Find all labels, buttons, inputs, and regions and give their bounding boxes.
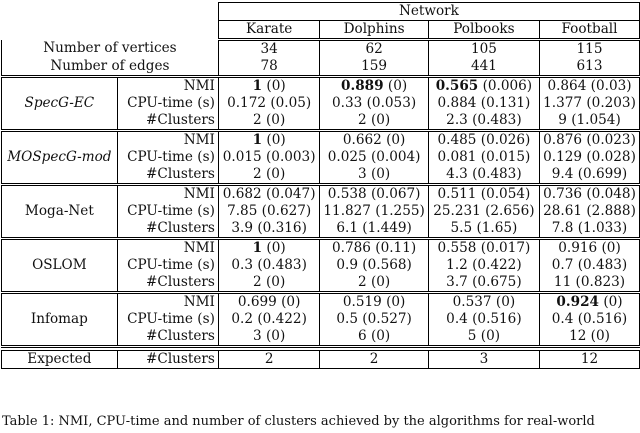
value-text: 0.025 (0.004)	[327, 149, 421, 165]
metric-label: NMI	[117, 239, 218, 258]
network-name-polbooks: Polbooks	[428, 21, 539, 40]
header-row-network	[2, 3, 640, 21]
value-cell	[218, 77, 320, 96]
value-text: 0.558 (0.017)	[437, 240, 531, 256]
value-cell	[428, 95, 539, 112]
value-cell	[320, 274, 428, 293]
best-value: 0.924	[556, 294, 599, 310]
metric-label: NMI	[117, 77, 218, 96]
metric-label: CPU-time (s)	[117, 95, 218, 112]
value-cell	[540, 166, 640, 185]
metric-label: #Clusters	[117, 220, 218, 239]
value-text: 0.485 (0.026)	[437, 132, 531, 148]
value-text: 0.682 (0.047)	[222, 186, 316, 202]
value-cell	[320, 166, 428, 185]
value-cell	[320, 185, 428, 204]
table-caption: Table 1: NMI, CPU-time and number of clusters achieved by the algorithms for real-world	[2, 414, 595, 429]
method-row	[2, 131, 640, 150]
value-text: 2 (0)	[253, 112, 286, 128]
value-cell	[218, 257, 320, 274]
metric-label: CPU-time (s)	[117, 311, 218, 328]
value-text: 0.537 (0)	[452, 294, 516, 310]
value-cell	[540, 131, 640, 150]
value-text: 0.538 (0.067)	[327, 186, 421, 202]
value-cell	[428, 166, 539, 185]
metric-label: NMI	[117, 131, 218, 150]
expected-label: Expected	[2, 351, 118, 369]
value-cell	[320, 257, 428, 274]
value-cell	[320, 77, 428, 96]
vertices-value: 34	[218, 40, 320, 59]
value-text: 9 (1.054)	[558, 112, 621, 128]
expected-value: 12	[540, 351, 640, 369]
value-text: 6 (0)	[357, 328, 391, 344]
best-value: 1	[252, 240, 263, 256]
method-name: Infomap	[2, 293, 118, 347]
metric-label: NMI	[117, 185, 218, 204]
metric-label: NMI	[117, 293, 218, 312]
value-cell	[320, 95, 428, 112]
value-cell	[540, 239, 640, 258]
value-cell	[428, 220, 539, 239]
value-text: (0)	[599, 294, 623, 310]
value-text: (0.006)	[478, 78, 533, 94]
expected-value: 3	[428, 351, 539, 369]
value-cell	[218, 293, 320, 312]
method-name: OSLOM	[2, 239, 118, 293]
value-cell	[428, 203, 539, 220]
value-text: 0.786 (0.11)	[332, 240, 417, 256]
value-text: 5 (0)	[467, 328, 501, 344]
value-cell	[428, 311, 539, 328]
value-text: 2 (0)	[357, 112, 391, 128]
value-cell	[540, 328, 640, 347]
value-text: 5.5 (1.65)	[450, 220, 518, 236]
value-text: 4.3 (0.483)	[446, 166, 522, 182]
value-cell	[218, 203, 320, 220]
best-value: 0.565	[435, 78, 479, 94]
value-cell	[428, 293, 539, 312]
value-text: 1.2 (0.422)	[446, 257, 522, 273]
method-row	[2, 185, 640, 204]
value-cell	[540, 112, 640, 131]
value-text: 6.1 (1.449)	[336, 220, 412, 236]
method-row	[2, 293, 640, 312]
value-text: 25.231 (2.656)	[433, 203, 535, 219]
header-row-names	[2, 21, 640, 40]
metric-label: #Clusters	[117, 328, 218, 347]
value-text: 1.377 (0.203)	[543, 95, 636, 111]
value-text: 0.511 (0.054)	[437, 186, 531, 202]
value-text: 0.2 (0.422)	[231, 311, 307, 327]
network-name-karate: Karate	[218, 21, 320, 40]
value-cell	[320, 149, 428, 166]
expected-value: 2	[320, 351, 428, 369]
value-cell	[218, 328, 320, 347]
value-cell	[320, 131, 428, 150]
value-cell	[218, 239, 320, 258]
value-cell	[428, 274, 539, 293]
value-cell	[218, 131, 320, 150]
value-text: 0.699 (0)	[237, 294, 301, 310]
value-cell	[540, 274, 640, 293]
value-cell	[540, 311, 640, 328]
best-value: 1	[252, 132, 263, 148]
method-name: Moga-Net	[2, 185, 118, 239]
network-header: Network	[218, 3, 639, 21]
value-text: 2 (0)	[253, 274, 286, 290]
value-cell	[428, 131, 539, 150]
value-text: 0.4 (0.516)	[551, 311, 628, 327]
value-cell	[428, 149, 539, 166]
method-row	[2, 77, 640, 96]
value-cell	[320, 293, 428, 312]
edges-label: Number of edges	[2, 58, 219, 77]
vertices-row	[2, 40, 640, 59]
value-text: 11 (0.823)	[553, 274, 626, 290]
value-cell	[320, 328, 428, 347]
value-text: 28.61 (2.888)	[543, 203, 636, 219]
value-text: 3 (0)	[253, 328, 286, 344]
method-name: SpecG-EC	[2, 77, 118, 131]
value-cell	[320, 220, 428, 239]
vertices-label: Number of vertices	[2, 40, 219, 59]
value-text: 0.33 (0.053)	[332, 95, 417, 111]
expected-metric: #Clusters	[117, 351, 218, 369]
value-text: 0.884 (0.131)	[437, 95, 531, 111]
value-text: 0.015 (0.003)	[222, 149, 316, 165]
value-text: 0.876 (0.023)	[543, 132, 636, 148]
best-value: 0.889	[341, 78, 384, 94]
vertices-value: 62	[320, 40, 428, 59]
edges-value: 441	[428, 58, 539, 77]
value-text: 12 (0)	[569, 328, 610, 344]
value-text: 0.662 (0)	[342, 132, 406, 148]
value-text: 0.3 (0.483)	[231, 257, 307, 273]
value-text: (0)	[383, 78, 408, 94]
value-cell	[320, 239, 428, 258]
edges-value: 613	[540, 58, 640, 77]
value-cell	[320, 203, 428, 220]
vertices-value: 105	[428, 40, 539, 59]
value-cell	[218, 311, 320, 328]
vertices-value: 115	[540, 40, 640, 59]
value-cell	[428, 185, 539, 204]
value-cell	[218, 149, 320, 166]
value-text: 0.916 (0)	[558, 240, 621, 256]
value-cell	[540, 293, 640, 312]
edges-value: 159	[320, 58, 428, 77]
value-cell	[218, 220, 320, 239]
metric-label: CPU-time (s)	[117, 257, 218, 274]
value-cell	[540, 203, 640, 220]
value-cell	[320, 112, 428, 131]
value-text: 0.129 (0.028)	[543, 149, 636, 165]
results-table	[1, 2, 640, 369]
value-cell	[428, 77, 539, 96]
value-cell	[540, 220, 640, 239]
value-text: 3.7 (0.675)	[446, 274, 522, 290]
value-cell	[540, 77, 640, 96]
value-text: 7.8 (1.033)	[551, 220, 628, 236]
method-name: MOSpecG-mod	[2, 131, 118, 185]
expected-value: 2	[218, 351, 320, 369]
value-cell	[428, 257, 539, 274]
value-cell	[540, 149, 640, 166]
value-cell	[218, 274, 320, 293]
value-text: 7.85 (0.627)	[227, 203, 312, 219]
metric-label: CPU-time (s)	[117, 203, 218, 220]
value-text: 0.519 (0)	[342, 294, 406, 310]
edges-value: 78	[218, 58, 320, 77]
value-cell	[540, 95, 640, 112]
value-text: 0.864 (0.03)	[547, 78, 632, 94]
value-text: 0.736 (0.048)	[543, 186, 636, 202]
value-text: (0)	[262, 240, 286, 256]
value-cell	[540, 257, 640, 274]
expected-row	[2, 351, 640, 369]
value-text: 0.5 (0.527)	[336, 311, 412, 327]
best-value: 1	[252, 78, 263, 94]
value-text: (0)	[262, 132, 286, 148]
value-cell	[218, 185, 320, 204]
metric-label: CPU-time (s)	[117, 149, 218, 166]
network-name-dolphins: Dolphins	[320, 21, 428, 40]
value-text: 0.4 (0.516)	[446, 311, 522, 327]
value-cell	[320, 311, 428, 328]
value-text: 3.9 (0.316)	[231, 220, 307, 236]
network-name-football: Football	[540, 21, 640, 40]
value-text: 2 (0)	[357, 274, 391, 290]
value-text: 9.4 (0.699)	[551, 166, 628, 182]
edges-row	[2, 58, 640, 77]
value-cell	[540, 185, 640, 204]
value-text: 0.081 (0.015)	[437, 149, 531, 165]
value-text: 11.827 (1.255)	[323, 203, 425, 219]
value-cell	[218, 112, 320, 131]
value-text: 2 (0)	[253, 166, 286, 182]
metric-label: #Clusters	[117, 166, 218, 185]
value-cell	[428, 239, 539, 258]
value-cell	[428, 328, 539, 347]
value-cell	[428, 112, 539, 131]
method-row	[2, 239, 640, 258]
value-text: 3 (0)	[357, 166, 391, 182]
value-text: 2.3 (0.483)	[446, 112, 522, 128]
metric-label: #Clusters	[117, 274, 218, 293]
value-cell	[218, 166, 320, 185]
value-text: 0.172 (0.05)	[227, 95, 312, 111]
value-text: 0.9 (0.568)	[336, 257, 412, 273]
value-cell	[218, 95, 320, 112]
metric-label: #Clusters	[117, 112, 218, 131]
value-text: (0)	[262, 78, 286, 94]
value-text: 0.7 (0.483)	[551, 257, 628, 273]
